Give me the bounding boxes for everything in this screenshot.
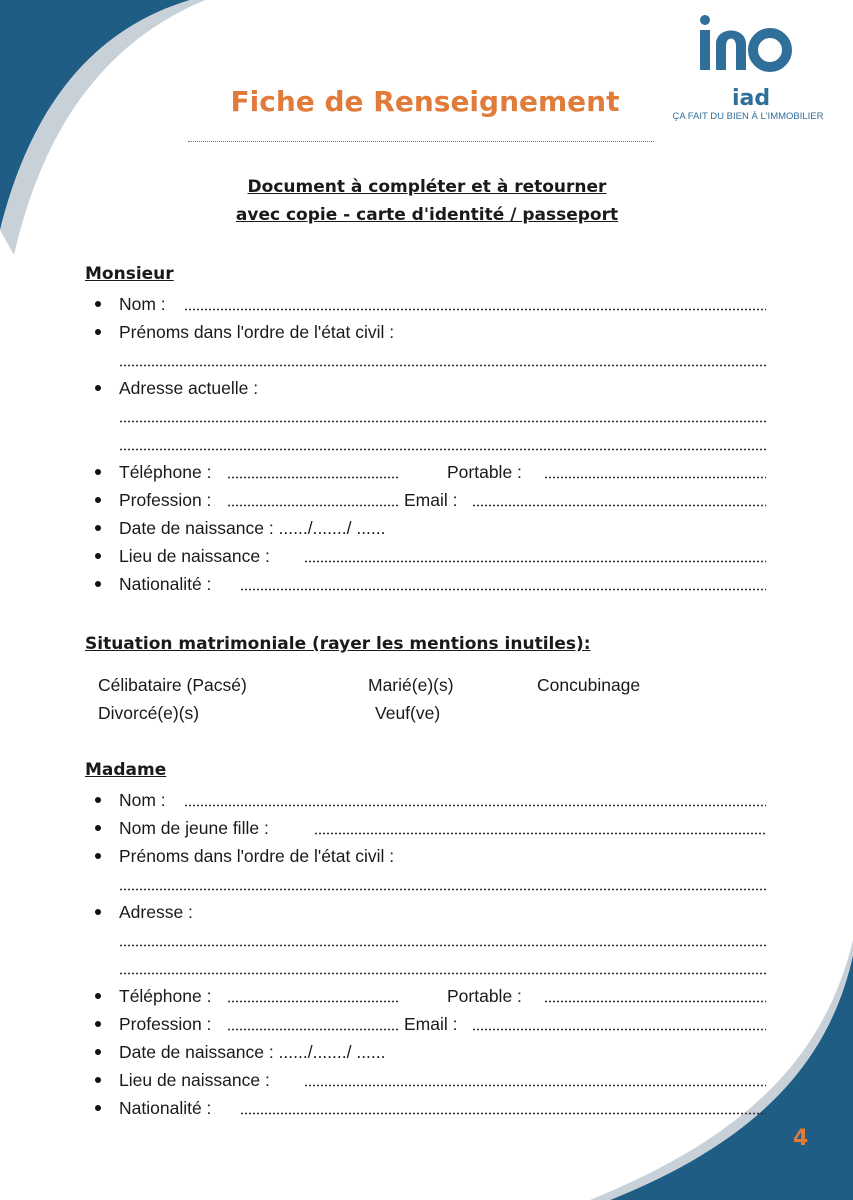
madame-fields [92,786,768,1122]
bullet [95,469,101,475]
iad-logo [662,14,834,124]
field-profession-email[interactable] [92,486,768,514]
dotted-line [227,504,399,507]
page-title: Fiche de Renseignement [230,85,620,118]
dotted-line [119,448,766,451]
field-label: Lieu de naissance : [119,1066,270,1094]
field-label: Date de naissance : ....../......./ ...... [119,1038,386,1066]
field-date-naissance[interactable] [92,514,768,542]
dotted-line [119,972,766,975]
field-label: Nom de jeune fille : [119,814,269,842]
bullet [95,1077,101,1083]
field-label-portable: Portable : [447,458,522,486]
dotted-line [304,560,766,563]
bullet [95,825,101,831]
subtitle-line-2: avec copie - carte d'identité / passeport [235,205,619,225]
option-marie[interactable]: Marié(e)(s) [368,675,454,695]
field-date-naissance[interactable] [92,1038,768,1066]
bullet [95,1105,101,1111]
dotted-line [227,476,399,479]
field-label: Lieu de naissance : [119,542,270,570]
bullet [95,797,101,803]
field-telephone-portable[interactable] [92,458,768,486]
bullet [95,853,101,859]
field-label-email: Email : [404,1010,457,1038]
section-heading-situation: Situation matrimoniale (rayer les mentions inutiles): [85,634,591,654]
dotted-line [184,804,766,807]
bullet [95,329,101,335]
subtitle-line-1: Document à compléter et à retourner [247,177,607,197]
dotted-line [240,588,766,591]
bullet [95,553,101,559]
page-number: 4 [793,1126,809,1151]
field-prenoms[interactable] [92,842,768,870]
dotted-line [314,832,766,835]
field-profession-email[interactable] [92,1010,768,1038]
field-label: Nom : [119,290,166,318]
option-veuf[interactable]: Veuf(ve) [375,703,441,723]
field-label: Date de naissance : ....../......./ ...... [119,514,386,542]
field-label: Prénoms dans l'ordre de l'état civil : [119,842,394,870]
section-heading-madame: Madame [85,760,167,780]
field-adresse-line-1[interactable] [92,402,768,430]
field-label: Téléphone : [119,458,211,486]
bullet [95,581,101,587]
field-telephone-portable[interactable] [92,982,768,1010]
field-label: Nationalité : [119,1094,211,1122]
bullet [95,301,101,307]
field-nationalite[interactable] [92,570,768,598]
field-label: Profession : [119,1010,211,1038]
field-nom-jeune-fille[interactable] [92,814,768,842]
monsieur-fields [92,290,768,598]
field-nom[interactable] [92,786,768,814]
bullet [95,993,101,999]
field-prenoms-line[interactable] [92,346,768,374]
dotted-line [227,1000,399,1003]
bullet [95,1021,101,1027]
field-lieu-naissance[interactable] [92,542,768,570]
field-label: Nom : [119,786,166,814]
field-adresse-line-2[interactable] [92,430,768,458]
field-label: Profession : [119,486,211,514]
dotted-line [184,308,766,311]
iad-logo-icon [698,14,798,74]
bullet [95,385,101,391]
field-adresse[interactable] [92,374,768,402]
field-label: Prénoms dans l'ordre de l'état civil : [119,318,394,346]
field-nationalite[interactable] [92,1094,768,1122]
bullet [95,1049,101,1055]
field-label-portable: Portable : [447,982,522,1010]
field-label-email: Email : [404,486,457,514]
bullet [95,497,101,503]
option-celibataire[interactable]: Célibataire (Pacsé) [98,675,247,695]
field-adresse[interactable] [92,898,768,926]
dotted-line [240,1112,766,1115]
field-label: Téléphone : [119,982,211,1010]
section-heading-monsieur: Monsieur [85,264,174,284]
bullet [95,909,101,915]
dotted-line [119,944,766,947]
dotted-line [227,1028,399,1031]
field-label: Adresse actuelle : [119,374,258,402]
dotted-line [472,504,766,507]
option-divorce[interactable]: Divorcé(e)(s) [98,703,200,723]
field-prenoms-line[interactable] [92,870,768,898]
dotted-line [119,364,766,367]
title-divider [188,141,654,142]
field-adresse-line-1[interactable] [92,926,768,954]
dotted-line [472,1028,766,1031]
bullet [95,525,101,531]
field-adresse-line-2[interactable] [92,954,768,982]
field-nom[interactable] [92,290,768,318]
dotted-line [304,1084,766,1087]
dotted-line [544,476,766,479]
iad-logo-text: iad [732,86,771,111]
field-prenoms[interactable] [92,318,768,346]
option-concubinage[interactable]: Concubinage [537,675,641,695]
dotted-line [544,1000,766,1003]
field-lieu-naissance[interactable] [92,1066,768,1094]
field-label: Adresse : [119,898,193,926]
dotted-line [119,420,766,423]
logo-tagline: ÇA FAIT DU BIEN À L'IMMOBILIER [672,111,824,122]
dotted-line [119,888,766,891]
field-label: Nationalité : [119,570,211,598]
